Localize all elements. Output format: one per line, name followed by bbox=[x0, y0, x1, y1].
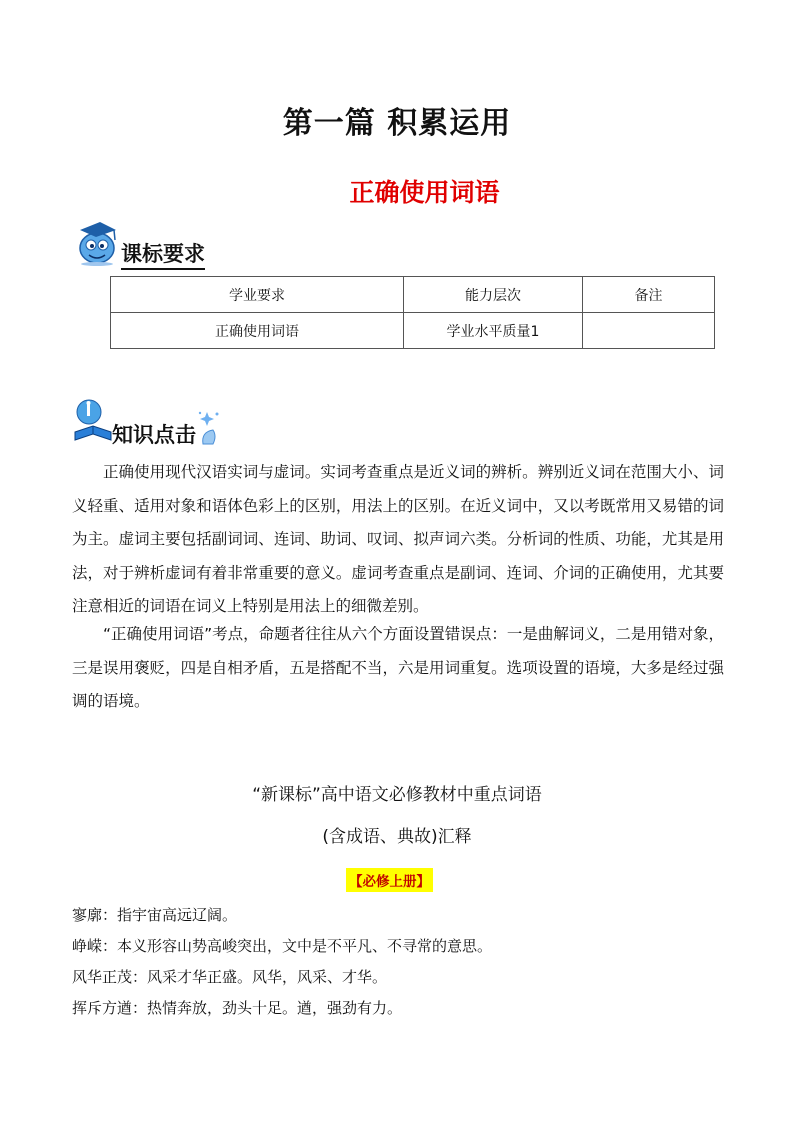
table-row bbox=[111, 313, 715, 349]
knowledge-paragraph: “正确使用词语”考点，命题者往往从六个方面设置错误点：一是曲解词义，二是用错对象，三是误用褒贬，四是自相矛盾，五是搭配不当，六是用词重复。选项设置的语境，大多是经过强调的语境。 bbox=[72, 625, 724, 710]
table-cell bbox=[583, 313, 715, 349]
volume-tag: 【必修上册】 bbox=[346, 868, 433, 892]
vocab-entry: 风华正茂：风采才华正盛。风华，风采、才华。 bbox=[72, 968, 388, 986]
table-header-cell: 学业要求 bbox=[111, 277, 404, 313]
table-cell: 学业水平质量1 bbox=[404, 313, 583, 349]
vocab-entry: 寥廓：指宇宙高远辽阔。 bbox=[72, 906, 238, 924]
table-header-cell: 备注 bbox=[583, 277, 715, 313]
vocab-entry: 挥斥方遒：热情奔放，劲头十足。遒，强劲有力。 bbox=[72, 999, 403, 1017]
summary-subtitle: (含成语、典故)汇释 bbox=[322, 827, 472, 847]
sparkle-icon bbox=[197, 410, 221, 444]
table-header-cell: 能力层次 bbox=[404, 277, 583, 313]
requirements-table bbox=[110, 276, 715, 349]
knowledge-heading: 知识点击 bbox=[112, 423, 196, 447]
vocab-entry: 峥嵘：本义形容山势高峻突出，文中是不平凡、不寻常的意思。 bbox=[72, 937, 493, 955]
requirements-heading: 课标要求 bbox=[121, 240, 205, 270]
knowledge-paragraph: 正确使用现代汉语实词与虚词。实词考查重点是近义词的辨析。辨别近义词在范围大小、词义轻重、适用对象和语体色彩上的区别，用法上的区别。在近义词中，又以考既常用又易错的词为主。虚词主要包括副词词、连词、助词、叹词、拟声词六类。分析词的性质、功能，尤其是用法，对于辨析虚词有着非常重要的意义。虚词考查重点是副词、连词、介词的正确使用，尤其要注意相近的词语在词义上特别是用法上的细微差别。 bbox=[72, 463, 724, 615]
book-icon bbox=[73, 398, 115, 442]
mascot-icon bbox=[74, 218, 120, 266]
table-cell: 正确使用词语 bbox=[111, 313, 404, 349]
table-header-row bbox=[111, 277, 715, 313]
summary-title: “新课标”高中语文必修教材中重点词语 bbox=[252, 785, 542, 805]
chapter-title: 第一篇 积累运用 bbox=[282, 106, 512, 141]
topic-title: 正确使用词语 bbox=[349, 178, 500, 207]
